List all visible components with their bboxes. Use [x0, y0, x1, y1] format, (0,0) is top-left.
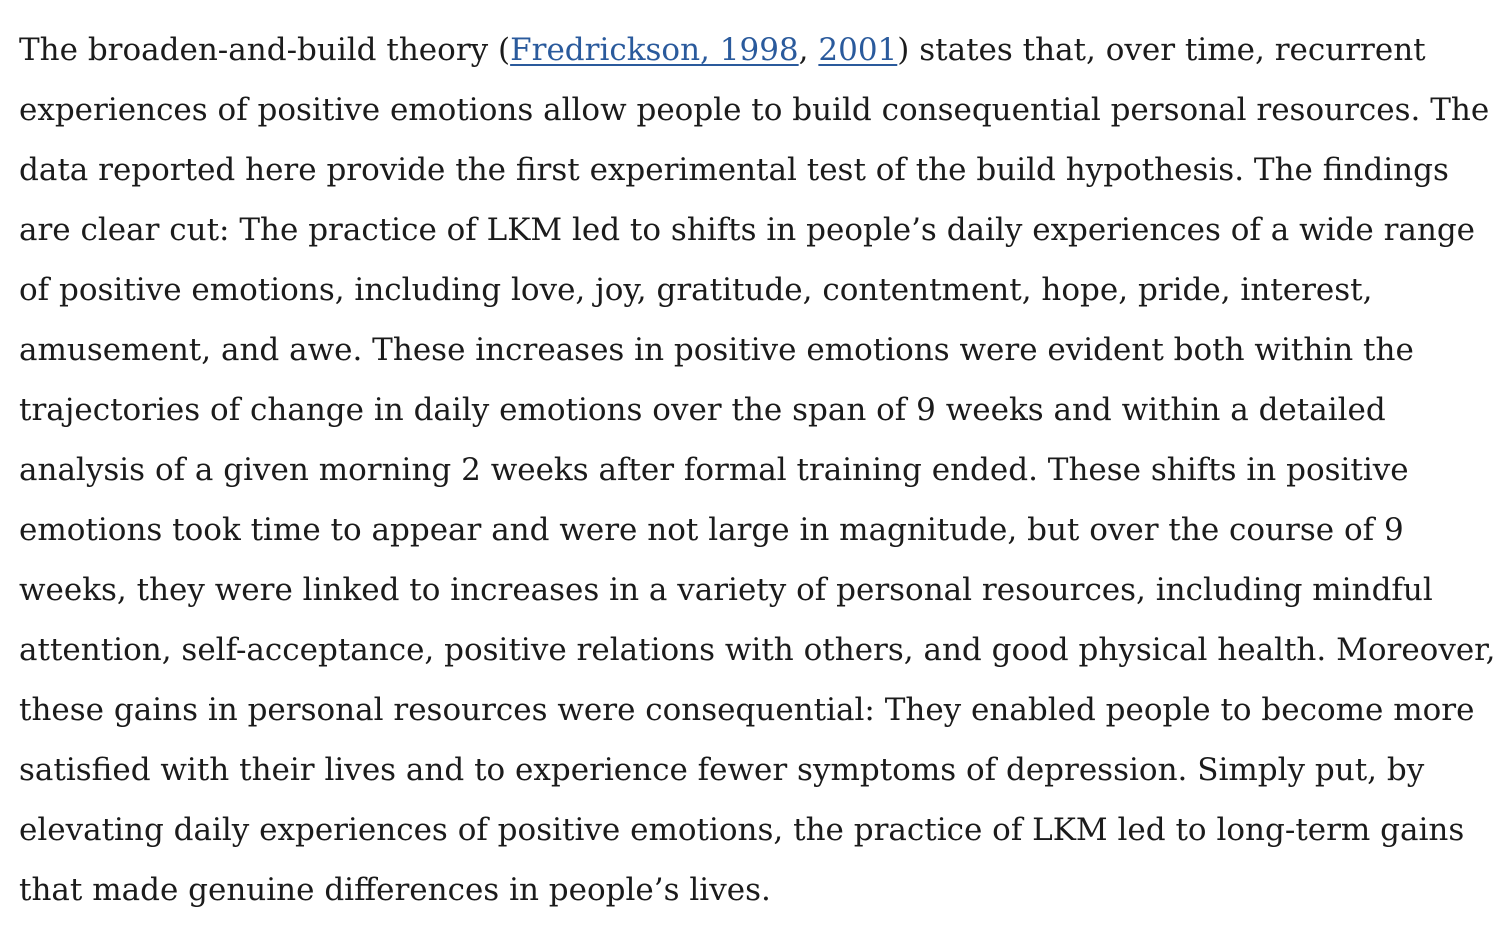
citation-separator: , — [798, 32, 819, 68]
paragraph-line: data reported here provide the first experimental test of the build hypothesis. The findings — [19, 152, 1449, 188]
paragraph-line: attention, self-acceptance, positive relations with others, and good physical health. Moreover, — [19, 632, 1496, 668]
paragraph-line — [19, 20, 1503, 80]
line-text: ) states that, over time, recurrent — [897, 32, 1426, 68]
paragraph-line: satisfied with their lives and to experience fewer symptoms of depression. Simply put, by — [19, 752, 1425, 788]
paragraph-line: amusement, and awe. These increases in positive emotions were evident both within the — [19, 332, 1414, 368]
citation-link-2001[interactable]: 2001 — [818, 32, 898, 68]
citation-link-fredrickson-1998[interactable]: Fredrickson, 1998 — [510, 32, 799, 68]
paragraph-line: of positive emotions, including love, joy, gratitude, contentment, hope, pride, interest, — [19, 272, 1373, 308]
paragraph-line: weeks, they were linked to increases in a variety of personal resources, including mindful — [19, 572, 1433, 608]
paragraph-line: emotions took time to appear and were not large in magnitude, but over the course of 9 — [19, 512, 1404, 548]
paragraph-line: are clear cut: The practice of LKM led to shifts in people’s daily experiences of a wide range — [19, 212, 1476, 248]
paragraph-line: trajectories of change in daily emotions over the span of 9 weeks and within a detailed — [19, 392, 1386, 428]
paragraph-line: experiences of positive emotions allow people to build consequential personal resources. The — [19, 92, 1490, 128]
article-paragraph — [19, 20, 1503, 920]
paragraph-line: analysis of a given morning 2 weeks after formal training ended. These shifts in positive — [19, 452, 1409, 488]
paragraph-line: that made genuine differences in people’s lives. — [19, 872, 771, 908]
line-text: The broaden-and-build theory ( — [19, 32, 511, 68]
paragraph-line: elevating daily experiences of positive emotions, the practice of LKM led to long-term gains — [19, 812, 1465, 848]
paragraph-line: these gains in personal resources were consequential: They enabled people to become more — [19, 692, 1475, 728]
